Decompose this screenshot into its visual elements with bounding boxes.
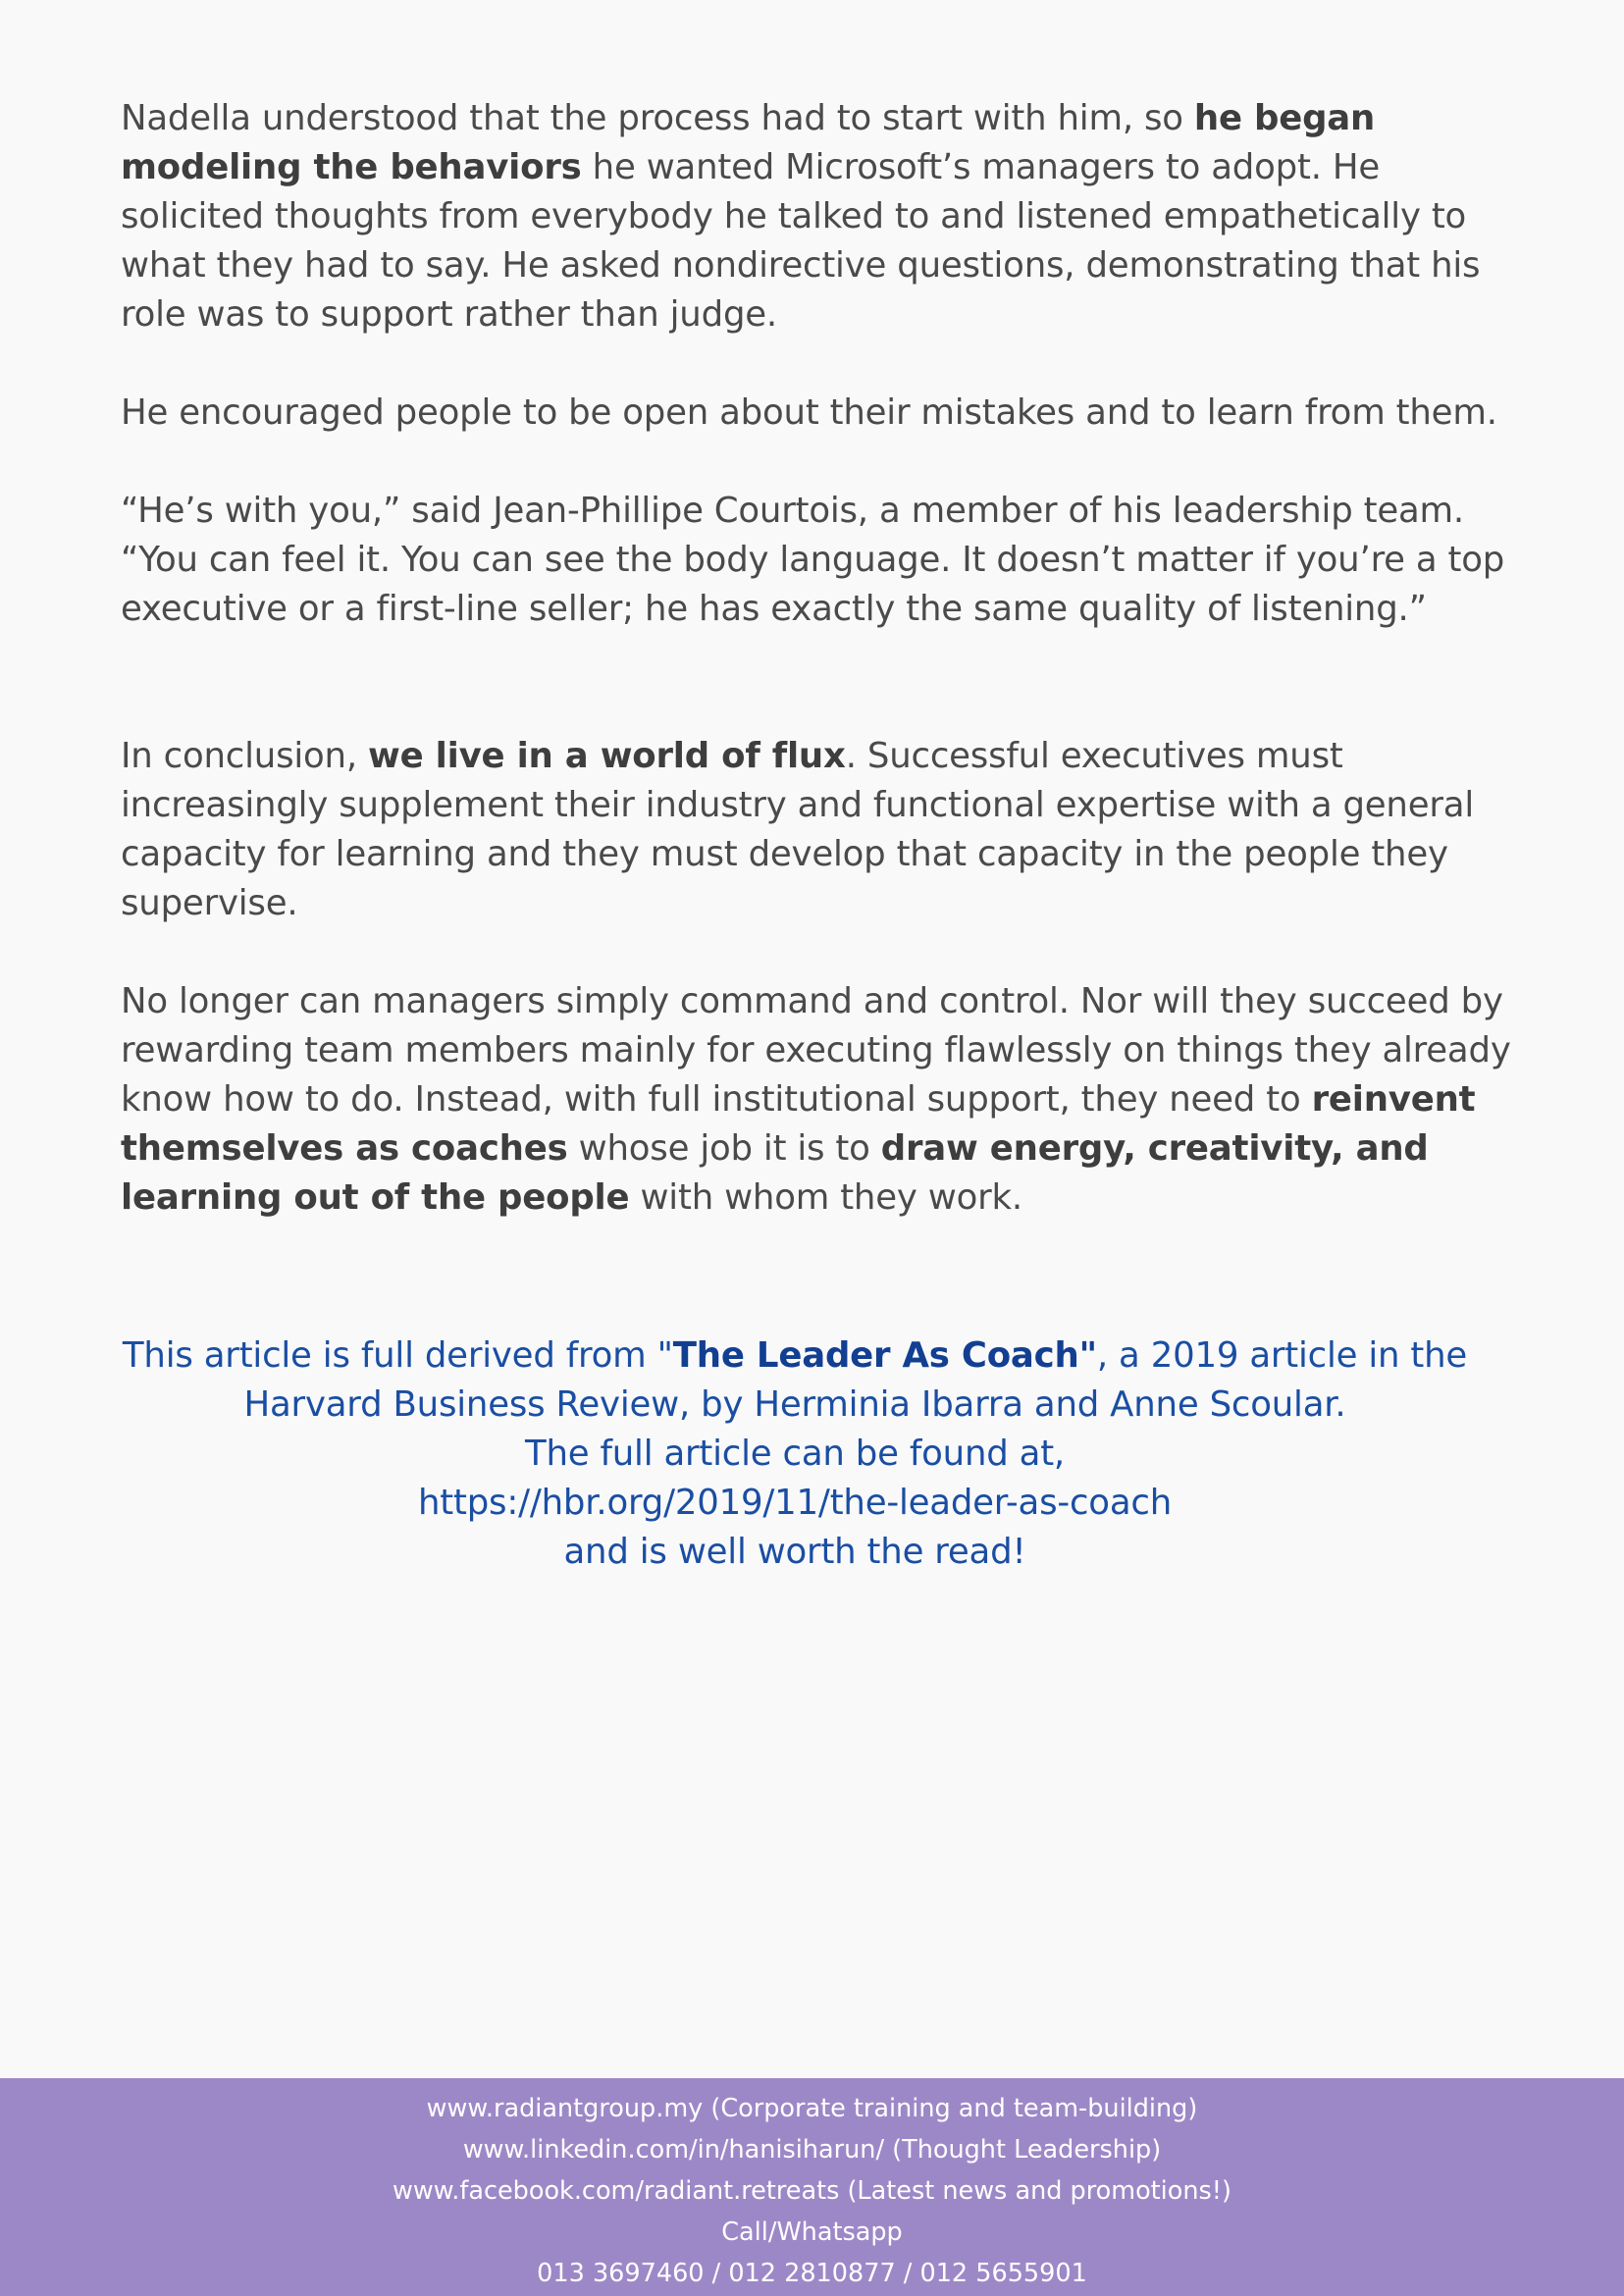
- credit-article-url: https://hbr.org/2019/11/the-leader-as-coach: [417, 1483, 1173, 1523]
- footer-contact-bar: [0, 2078, 1624, 2296]
- credit-line-2: Harvard Business Review, by Herminia Ibarra and Anne Scoular.: [243, 1384, 1346, 1425]
- p4-text-1: In conclusion,: [121, 736, 369, 776]
- p5-bold-2: draw energy, creativity, and learning out of the people: [121, 1128, 1429, 1218]
- p5-text-1: No longer can managers simply command and control. Nor will they succeed by rewarding team members mainly for executing flawlessly on things they already know how to do. Instead, with full institutional support, they need to: [121, 981, 1511, 1120]
- p1-text-2: he wanted Microsoft’s managers to adopt. He solicited thoughts from everybody he talked to and listened empathetically to what they had to say. He asked nondirective questions, demonstrating that his role was to support rather than judge.: [121, 147, 1481, 335]
- article-body: [121, 94, 1524, 1223]
- paragraph-quote-courtois: “He’s with you,” said Jean-Phillipe Courtois, a member of his leadership team. “You can feel it. You can see the body language. It doesn’t matter if you’re a top executive or a first-line seller; he has exactly the same quality of listening.”: [121, 491, 1505, 629]
- p5-text-3: with whom they work.: [629, 1177, 1022, 1218]
- p1-bold-1: he began modeling the behaviors: [121, 98, 1376, 187]
- paragraph-nadella-modeling: [121, 94, 1524, 339]
- credit-line-3: The full article can be found at,: [524, 1434, 1066, 1474]
- footer-linkedin: www.linkedin.com/in/hanisiharun/ (Thought Leadership): [462, 2135, 1162, 2165]
- credit-line-5: and is well worth the read!: [563, 1532, 1026, 1572]
- p4-text-2: . Successful executives must increasingly supplement their industry and functional expertise with a general capacity for learning and they must develop that capacity in the people they supervise.: [121, 736, 1474, 923]
- paragraph-conclusion: [121, 732, 1524, 928]
- footer-website: www.radiantgroup.my (Corporate training and team-building): [426, 2094, 1198, 2123]
- credit-article-title: The Leader As Coach": [672, 1335, 1097, 1376]
- footer-phone-numbers: 013 3697460 / 012 2810877 / 012 5655901: [537, 2259, 1087, 2288]
- footer-facebook: www.facebook.com/radiant.retreats (Latest news and promotions!): [393, 2176, 1231, 2206]
- p1-text-1: Nadella understood that the process had to start with him, so: [121, 98, 1194, 138]
- credit-line-1: [0, 1331, 1590, 1381]
- paragraph-mistakes: He encouraged people to be open about their mistakes and to learn from them.: [121, 392, 1497, 433]
- p5-bold-1: reinvent themselves as coaches: [121, 1079, 1476, 1169]
- footer-call-label: Call/Whatsapp: [721, 2218, 903, 2247]
- credit-line-1-post: , a 2019 article in the: [1096, 1335, 1468, 1376]
- p5-text-2: whose job it is to: [567, 1128, 881, 1169]
- article-credit: [0, 1331, 1590, 1577]
- p4-bold-1: we live in a world of flux: [368, 736, 846, 776]
- credit-line-1-pre: This article is full derived from ": [122, 1335, 673, 1376]
- paragraph-coaches: [121, 977, 1524, 1223]
